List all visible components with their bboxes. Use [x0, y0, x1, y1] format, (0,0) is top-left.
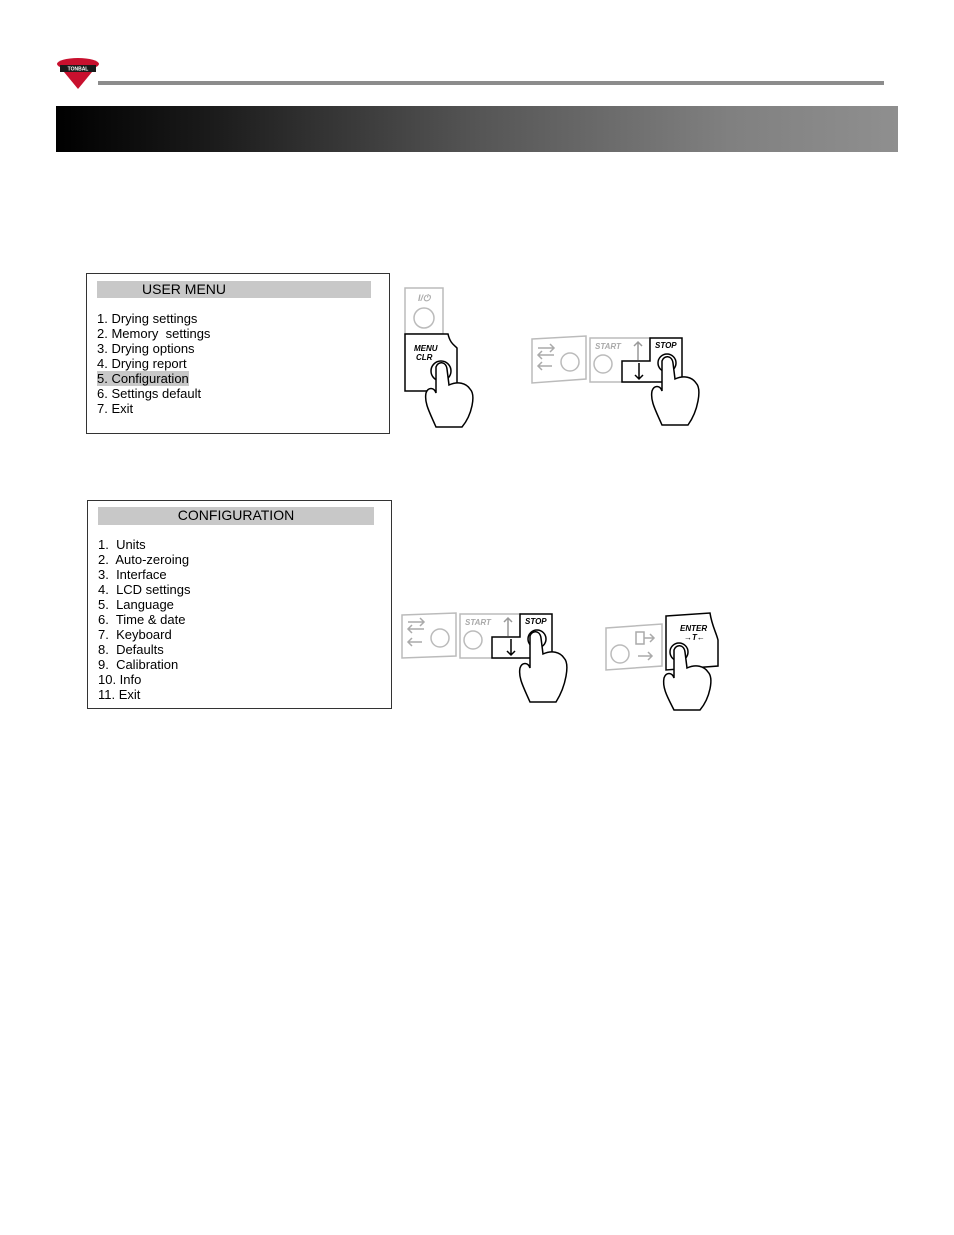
menu-item-memory-settings[interactable]: 2. Memory settings: [97, 326, 211, 341]
menu-item-drying-settings[interactable]: 1. Drying settings: [97, 311, 198, 326]
config-item-exit[interactable]: 11. Exit: [98, 687, 141, 702]
configuration-title: CONFIGURATION: [98, 507, 374, 525]
config-item-lcd-settings[interactable]: 4. LCD settings: [98, 582, 191, 597]
enter-key-label-top: ENTER: [680, 624, 708, 633]
menu-key-label-bottom: CLR: [416, 353, 433, 362]
enter-key-illustration: [604, 612, 719, 712]
menu-item-settings-default[interactable]: 6. Settings default: [97, 386, 202, 401]
menu-key-label-top: MENU: [414, 344, 438, 353]
menu-item-configuration: [97, 371, 210, 386]
config-item-auto-zeroing[interactable]: 2. Auto-zeroing: [98, 552, 190, 567]
menu-item-exit[interactable]: 7. Exit: [97, 401, 134, 416]
user-menu-list: [97, 311, 210, 416]
menu-item-configuration-label[interactable]: 5. Configuration: [97, 371, 189, 386]
configuration-list: [98, 537, 191, 702]
print-key[interactable]: [606, 624, 662, 670]
stop-key-label: STOP: [525, 617, 547, 626]
power-key[interactable]: [405, 288, 443, 334]
logo-text: TONBAL: [67, 66, 89, 73]
stop-key-label: STOP: [655, 341, 677, 350]
config-item-keyboard[interactable]: 7. Keyboard: [98, 627, 172, 642]
user-menu-screen: [86, 273, 390, 434]
config-item-units[interactable]: 1. Units: [98, 537, 146, 552]
config-item-calibration[interactable]: 9. Calibration: [98, 657, 179, 672]
swap-key[interactable]: [532, 336, 586, 383]
power-key-label: I/⏻: [417, 293, 431, 303]
config-item-language[interactable]: 5. Language: [98, 597, 174, 612]
enter-key-label-bottom: →T←: [684, 633, 705, 642]
user-menu-title-bar: [97, 281, 371, 298]
config-item-info[interactable]: 10. Info: [98, 672, 142, 687]
menu-clr-key-illustration: [400, 285, 510, 435]
menu-item-drying-report[interactable]: 4. Drying report: [97, 356, 187, 371]
config-item-interface[interactable]: 3. Interface: [98, 567, 167, 582]
swap-key[interactable]: [402, 613, 456, 658]
start-key-label: START: [465, 618, 491, 627]
header-rule: [98, 81, 884, 85]
menu-item-drying-options[interactable]: 3. Drying options: [97, 341, 195, 356]
config-item-defaults[interactable]: 8. Defaults: [98, 642, 164, 657]
stop-key-illustration-1: [530, 335, 720, 435]
start-key-label: START: [595, 342, 621, 351]
config-item-time-date[interactable]: 6. Time & date: [98, 612, 186, 627]
user-menu-title: USER MENU: [142, 281, 227, 297]
configuration-screen: [87, 500, 392, 709]
section-banner: [56, 106, 898, 152]
tonbal-logo-icon: [56, 56, 100, 90]
stop-key-illustration-2: [400, 612, 580, 712]
